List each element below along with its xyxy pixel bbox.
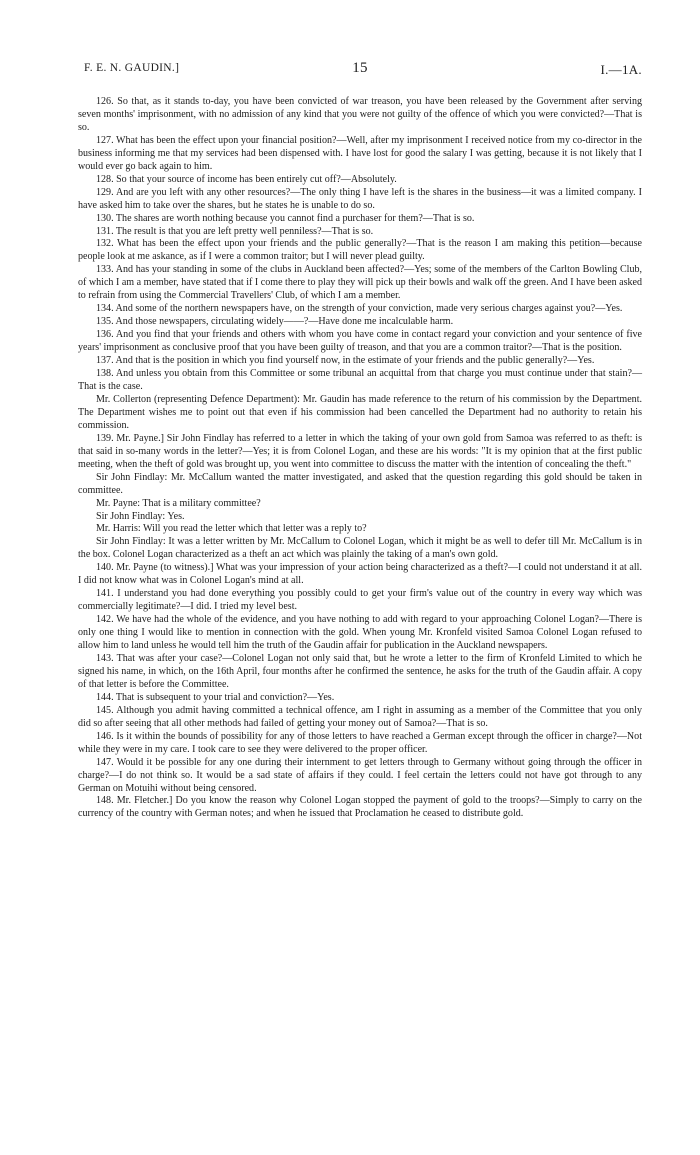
paragraph-harris-question: Mr. Harris: Will you read the letter which that letter was a reply to? — [96, 523, 367, 535]
paragraph-140: 140. Mr. Payne (to witness).] What was your impression of your action being characterized as a theft?—I could not understand it at all. I did not know what was in Colonel Logan's mind at all. — [78, 562, 642, 587]
header-witness-name: F. E. N. GAUDIN.] — [84, 62, 180, 74]
paragraph-144: 144. That is subsequent to your trial and conviction?—Yes. — [96, 691, 335, 703]
paragraph-134: 134. And some of the northern newspapers have, on the strength of your conviction, made very serious charges against you?—Yes. — [96, 303, 623, 315]
paragraph-payne-question: Mr. Payne: That is a military committee? — [96, 497, 261, 509]
paragraph-142: 142. We have had the whole of the evidence, and you have nothing to add with regard to your approaching Colonel Logan?—There is only one thing I would like to mention in connection with the gold. When young Mr. Kronfeld visited Samoa Colonel Logan refused to allow him to land unless he would tell him the truth of the Gaudin affair for publication in the Auckland newspapers. — [78, 614, 642, 652]
paragraph-findlay-reply: Sir John Findlay: Yes. — [96, 510, 185, 522]
paragraph-146: 146. Is it within the bounds of possibility for any of those letters to have reached a German except through the officer in charge?—Not while they were in my care. I took care to see they were delivered to the proper officer. — [78, 730, 642, 755]
paragraph-141: 141. I understand you had done everything you possibly could to get your firm's value out of the country in every way which was commercially legitimate?—I did. I tried my level best. — [78, 588, 642, 613]
paragraph-131: 131. The result is that you are left pretty well penniless?—That is so. — [96, 225, 374, 237]
paragraph-138: 138. And unless you obtain from this Committee or some tribunal an acquittal from that charge you must continue under that stain?—That is the case. — [78, 368, 642, 392]
paragraph-148: 148. Mr. Fletcher.] Do you know the reason why Colonel Logan stopped the payment of gold to the troops?—Simply to carry on the currency of the country with German notes; and when he issued that Proclamation he ceased to distribute gold. — [78, 795, 642, 820]
paragraph-136: 136. And you find that your friends and others with whom you have come in contact regard your conviction and your sentence of five years' imprisonment as conclusive proof that you have been guilty of treason, and that you are a common traitor?—That is the position. — [78, 329, 642, 354]
paragraph-135: 135. And those newspapers, circulating widely——?—Have done me incalculable harm. — [96, 316, 454, 328]
paragraph-143: 143. That was after your case?—Colonel Logan not only said that, but he wrote a letter to the firm of Kronfeld Limited to which he signed his name, in which, on the 16th April, four months after he confirmed the sentence, he asks for the truth of the Gaudin affair. A copy of that letter is before the Committee. — [78, 652, 642, 690]
paragraph-139: 139. Mr. Payne.] Sir John Findlay has referred to a letter in which the taking of your own gold from Samoa was referred to as theft: is that said in so-many words in the letter?—Yes; it is from Colonel Logan, and these are his words: "It is my opinion that at the first public meeting, when the theft of gold was brought up, you went into committee to discuss the matter with the intention of concealing the theft." — [78, 432, 642, 470]
paragraph-collerton-statement: Mr. Collerton (representing Defence Department): Mr. Gaudin has made reference to the return of his commission by the Department. The Department wishes me to point out that even if his commission had been cancelled the Department had no authority to retain his commission. — [78, 393, 642, 431]
paragraph-147: 147. Would it be possible for any one during their internment to get letters through to Germany without going through the officer in charge?—I do not think so. It would be a sad state of affairs if they could. I feel certain the letters could not have got through to any German on Motuihi without being censored. — [78, 756, 642, 794]
paragraph-137: 137. And that is the position in which you find yourself now, in the estimate of your friends and the public generally?—Yes. — [96, 355, 595, 367]
paragraph-findlay-statement-2: Sir John Findlay: It was a letter written by Mr. McCallum to Colonel Logan, which it might be as well to defer till Mr. McCallum is in the box. Colonel Logan characterized as a theft an act which was plainly the taking of a man's own gold. — [78, 536, 642, 561]
paragraph-128: 128. So that your source of income has been entirely cut off?—Absolutely. — [96, 173, 397, 185]
paragraph-130: 130. The shares are worth nothing because you cannot find a purchaser for them?—That is so. — [96, 212, 475, 224]
page-header — [78, 62, 642, 82]
document-body — [78, 96, 642, 821]
paragraph-126: 126. So that, as it stands to-day, you have been convicted of war treason, you have been released by the Government after serving seven months' imprisonment, with no admission of any kind that you were not guilty of the offence of which you were convicted?—That is so. — [78, 96, 642, 133]
paragraph-145: 145. Although you admit having committed a technical offence, am I right in assuming as a member of the Committee that you only did so after seeing that all other methods had failed of getting your money out of Samoa?—That is so. — [78, 704, 642, 729]
paragraph-127: 127. What has been the effect upon your financial position?—Well, after my imprisonment I received notice from my co-director in the business informing me that my services had been dispensed with. I have lost for good the salary I was getting, because it is not likely that I would ever go back again to him. — [78, 134, 642, 172]
paragraph-133: 133. And has your standing in some of the clubs in Auckland been affected?—Yes; some of the members of the Carlton Bowling Club, of which I am a member, have stated that if I come there to play they will pick up their bowls and walk off the green. And I have been asked to refrain from using the Commercial Travellers' Club, of which I am a member. — [78, 264, 642, 302]
header-paper-reference: I.—1A. — [600, 62, 642, 77]
paragraph-findlay-statement-1: Sir John Findlay: Mr. McCallum wanted the matter investigated, and asked that the question regarding this gold should be taken in committee. — [78, 471, 642, 496]
page-number: 15 — [352, 60, 368, 76]
paragraph-132: 132. What has been the effect upon your friends and the public generally?—That is the reason I am making this petition—because people look at me askance, as if I were a common traitor; but I will never plead guilty. — [78, 238, 642, 263]
paragraph-129: 129. And are you left with any other resources?—The only thing I have left is the shares in the business—it was a limited company. I have asked him to take over the shares, but he states he is unable to do so. — [78, 186, 642, 211]
